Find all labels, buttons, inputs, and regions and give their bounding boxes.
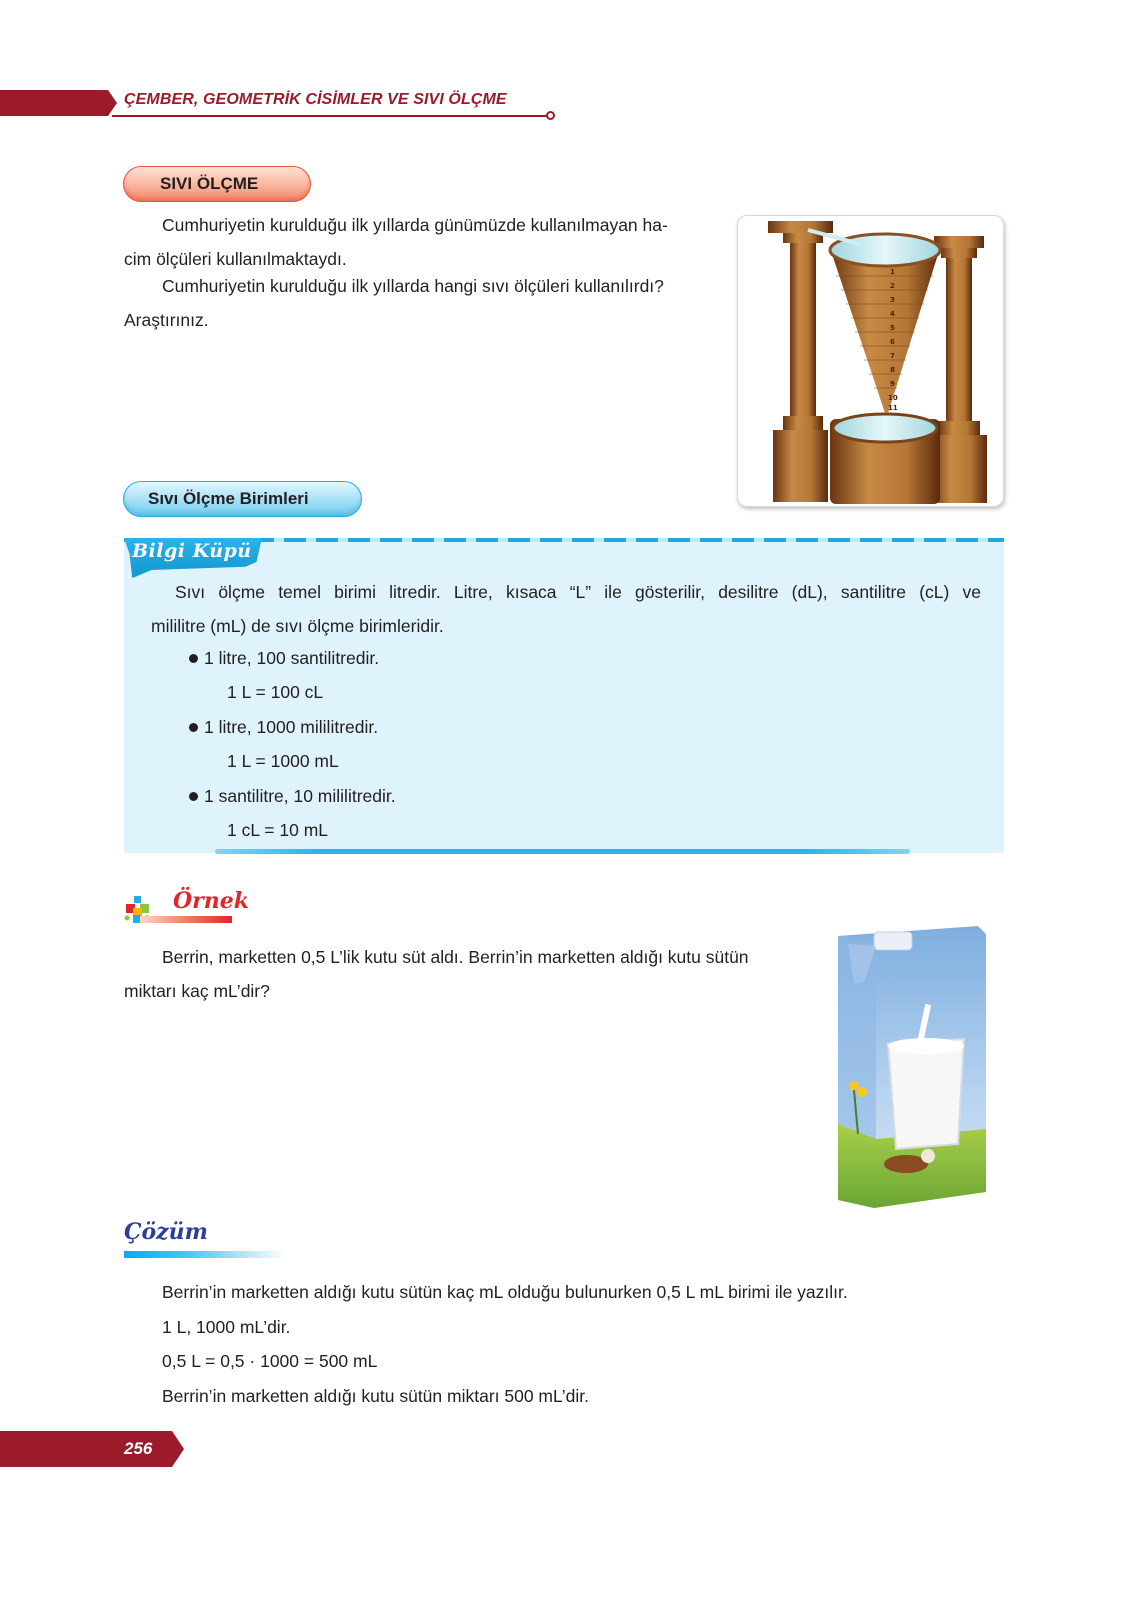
info-item-3: [189, 779, 396, 813]
solution-label: Çözüm: [124, 1219, 208, 1245]
example-underline: [140, 916, 232, 923]
section-heading-label: Sıvı Ölçme Birimleri: [148, 489, 309, 508]
chapter-underline: [112, 115, 548, 117]
info-item-text: 1 santilitre, 10 mililitredir.: [204, 786, 396, 806]
info-box-intro: [151, 575, 981, 643]
info-item-text: 1 litre, 1000 mililitredir.: [204, 717, 379, 737]
example-label: Örnek: [173, 888, 249, 914]
paragraph-line: Araştırınız.: [124, 310, 209, 330]
solution-line-2: 1 L, 1000 mL’dir.: [162, 1317, 291, 1337]
paragraph-line: Cumhuriyetin kurulduğu ilk yıllarda hangi sıvı ölçüleri kullanılırdı?: [162, 276, 664, 296]
info-item-text: 1 litre, 100 santilitredir.: [204, 648, 380, 668]
info-equation-1: 1 L = 100 cL: [227, 682, 324, 702]
svg-text:9: 9: [890, 380, 895, 388]
info-item-1: [189, 641, 379, 675]
svg-text:10: 10: [888, 394, 898, 402]
svg-text:8: 8: [890, 366, 895, 374]
milk-carton-image: [836, 924, 991, 1209]
paragraph-line: cim ölçüleri kullanılmaktaydı.: [124, 249, 347, 269]
question-line: miktarı kaç mL’dir?: [124, 981, 270, 1001]
info-equation-2: 1 L = 1000 mL: [227, 751, 339, 771]
chapter-underline-end-dot: [546, 111, 555, 120]
solution-underline: [124, 1251, 286, 1258]
info-equation-3: 1 cL = 10 mL: [227, 820, 329, 840]
info-intro-line: Sıvı ölçme temel birimi litredir. Litre, kısaca “L” ile gösterilir, desilitre (dL), santilitre (cL) ve: [175, 582, 981, 602]
solution-line-3: 0,5 L = 0,5 · 1000 = 500 mL: [162, 1351, 378, 1371]
svg-text:5: 5: [890, 324, 895, 332]
section-heading-sivi-olcme: [123, 166, 311, 202]
svg-text:4: 4: [890, 310, 895, 318]
solution-line-4: Berrin’in marketten aldığı kutu sütün miktarı 500 mL’dir.: [162, 1386, 590, 1406]
info-box-bottom-border: [215, 849, 910, 854]
info-box-tab-label: Bilgi Küpü: [132, 540, 252, 562]
svg-text:1: 1: [890, 268, 895, 276]
water-clock-illustration-icon: [738, 216, 1004, 507]
example-question: [124, 940, 814, 1008]
svg-text:11: 11: [888, 404, 898, 412]
chapter-title: ÇEMBER, GEOMETRİK CİSİMLER VE SIVI ÖLÇME: [124, 91, 507, 108]
info-intro-line: mililitre (mL) de sıvı ölçme birimleridir.: [151, 616, 444, 636]
chapter-header-band: [0, 90, 117, 116]
paragraph-line: Cumhuriyetin kurulduğu ilk yıllarda günümüzde kullanılmayan ha-: [162, 215, 668, 235]
svg-text:6: 6: [890, 338, 895, 346]
solution-line-1: Berrin’in marketten aldığı kutu sütün kaç mL olduğu bulunurken 0,5 L mL birimi ile yazılır.: [162, 1282, 848, 1302]
info-item-2: [189, 710, 378, 744]
svg-text:3: 3: [890, 296, 895, 304]
intro-paragraph-2: [124, 269, 734, 337]
bullet-icon: [189, 654, 198, 663]
bullet-icon: [189, 723, 198, 732]
section-heading-sivi-olcme-birimleri: [123, 481, 362, 517]
section-heading-label: SIVI ÖLÇME: [160, 174, 259, 193]
page-number: 256: [124, 1439, 153, 1458]
water-clock-image: [737, 215, 1004, 507]
bullet-icon: [189, 792, 198, 801]
svg-text:7: 7: [890, 352, 895, 360]
intro-paragraph-1: [124, 208, 724, 276]
svg-text:2: 2: [890, 282, 895, 290]
question-line: Berrin, marketten 0,5 L’lik kutu süt aldı. Berrin’in marketten aldığı kutu sütün: [162, 947, 749, 967]
page-number-band: [0, 1431, 184, 1467]
